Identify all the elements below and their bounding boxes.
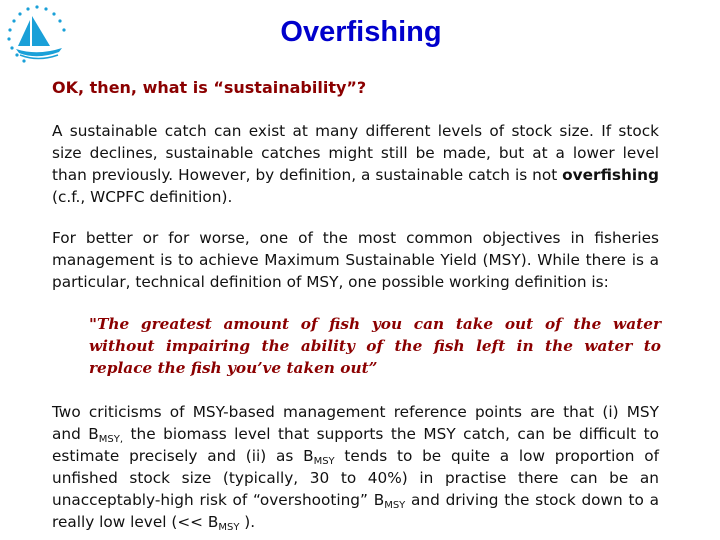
subscript: MSY, <box>98 434 124 445</box>
bold-term: overfishing <box>562 166 659 184</box>
paragraph-text: (c.f., WCPFC definition). <box>52 188 233 206</box>
msy-definition-quote: "The greatest amount of fish you can take out of the water without impairing the ability of the fish left in the water to replace the fish you’ve taken out” <box>89 315 661 377</box>
subscript: MSY <box>384 500 406 511</box>
paragraph-text: A sustainable catch can exist at many different levels of stock size. If stock size declines, sustainable catches might still be made, but at a lower level than previously. However, by definition, a sustainable catch is not <box>52 122 659 184</box>
section-subtitle: OK, then, what is “sustainability”? <box>52 78 367 97</box>
subscript: MSY <box>218 522 240 533</box>
paragraph-text: Two criticisms of MSY-based management reference points are that (i) MSY and B <box>52 403 659 443</box>
paragraph-text: ). <box>239 513 256 531</box>
page-title: Overfishing <box>280 16 442 48</box>
paragraph-text: the biomass level that supports the MSY catch, can be difficult to estimate precisely and (ii) as B <box>52 425 659 465</box>
paragraph-text: and driving the stock down to a really low level (<< B <box>52 491 659 531</box>
paragraph-sustainable-catch <box>52 120 659 208</box>
paragraph-text: tends to be quite a low proportion of unfished stock size (typically, 30 to 40%) in practise there can be an unacceptably-high risk of “overshooting” B <box>52 447 659 509</box>
paragraph-msy-criticisms <box>52 401 659 533</box>
subscript: MSY <box>313 456 335 467</box>
paragraph-msy-objective: For better or for worse, one of the most common objectives in fisheries management is to achieve Maximum Sustainable Yield (MSY). While there is a particular, technical definition of MSY, one possible working definition is: <box>52 229 659 291</box>
